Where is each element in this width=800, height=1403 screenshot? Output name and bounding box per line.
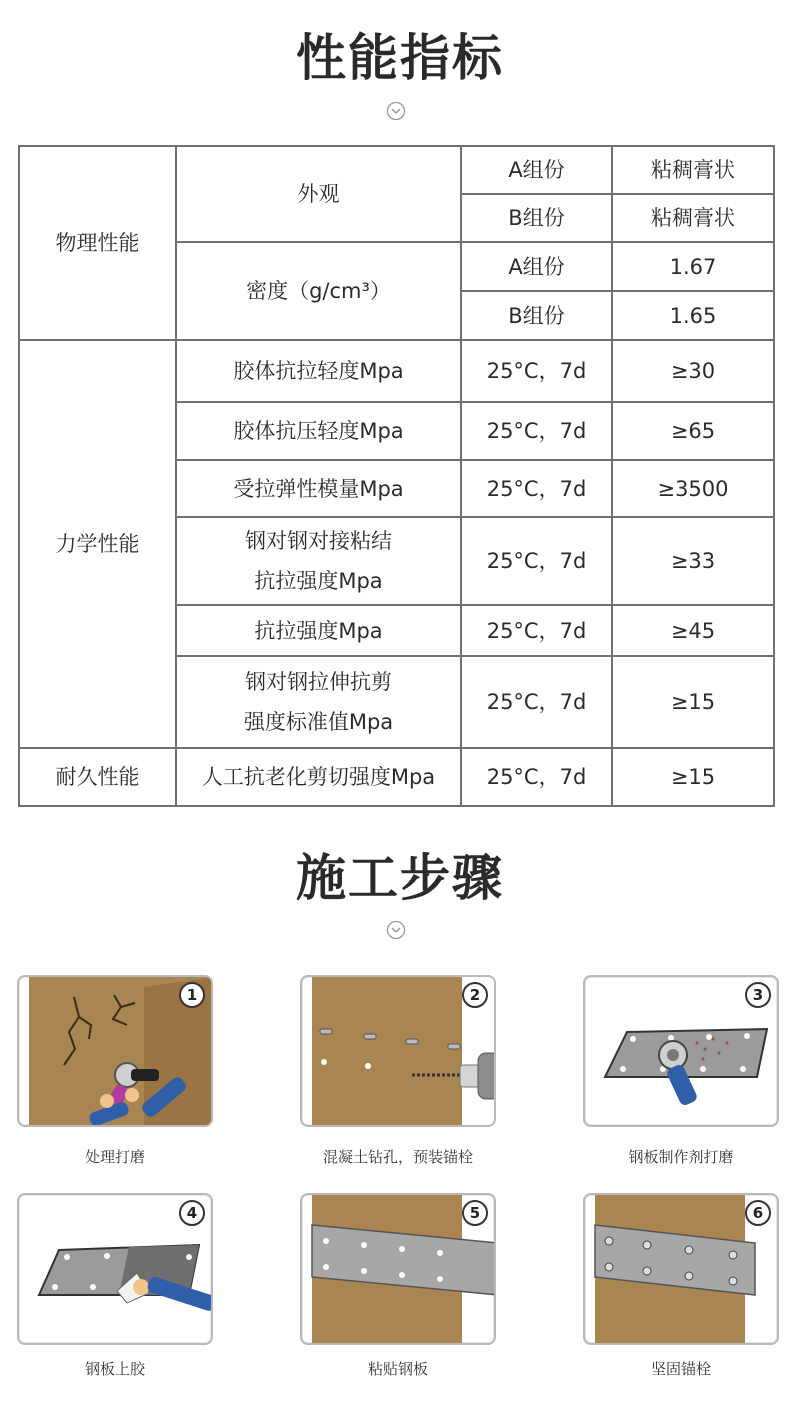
value-cell: ≥15	[612, 748, 774, 806]
step-caption: 钢板上胶	[84, 1360, 145, 1378]
performance-title: 性能指标	[296, 29, 504, 87]
step-number: 2	[462, 982, 488, 1008]
performance-table	[18, 145, 775, 807]
item-line: 抗拉强度Mpa	[254, 569, 383, 593]
value-cell: 1.67	[612, 242, 774, 291]
step-caption: 混凝土钻孔，预装锚栓	[322, 1148, 473, 1166]
item-cell: 胶体抗压轻度Mpa	[176, 402, 461, 460]
step-illustration	[17, 975, 213, 1127]
item-cell: 胶体抗拉轻度Mpa	[176, 340, 461, 402]
table-row	[19, 748, 774, 806]
value-cell: 粘稠膏状	[612, 194, 774, 242]
step-caption: 处理打磨	[84, 1148, 145, 1166]
step-caption: 粘贴钢板	[367, 1360, 428, 1378]
item-line: 钢对钢拉伸抗剪	[245, 670, 392, 694]
condition-cell: 25°C，7d	[461, 656, 612, 748]
condition-cell: 25°C，7d	[461, 605, 612, 656]
value-cell: ≥3500	[612, 460, 774, 517]
step-caption: 钢板制作剂打磨	[628, 1148, 734, 1166]
component-a: A组份	[461, 146, 612, 194]
condition-cell: 25°C，7d	[461, 402, 612, 460]
step-caption: 坚固锚栓	[650, 1360, 711, 1378]
item-density: 密度（g/cm³）	[176, 242, 461, 340]
chevron-down-icon	[386, 101, 406, 121]
condition-cell: 25°C，7d	[461, 460, 612, 517]
value-cell: ≥65	[612, 402, 774, 460]
step-illustration	[583, 1193, 779, 1345]
step-illustration	[300, 1193, 496, 1345]
item-cell: 抗拉强度Mpa	[176, 605, 461, 656]
table-row	[19, 340, 774, 402]
step-number: 3	[745, 982, 771, 1008]
value-cell: 粘稠膏状	[612, 146, 774, 194]
value-cell: ≥30	[612, 340, 774, 402]
item-cell	[176, 517, 461, 605]
component-b: B组份	[461, 291, 612, 340]
construction-steps-title: 施工步骤	[296, 849, 504, 907]
item-cell	[176, 656, 461, 748]
item-cell: 人工抗老化剪切强度Mpa	[176, 748, 461, 806]
step-illustration	[300, 975, 496, 1127]
step-illustration	[17, 1193, 213, 1345]
condition-cell: 25°C，7d	[461, 340, 612, 402]
item-line: 钢对钢对接粘结	[245, 529, 392, 553]
category-mechanical: 力学性能	[19, 340, 176, 748]
step-number: 6	[745, 1200, 771, 1226]
item-line: 强度标准值Mpa	[243, 710, 394, 734]
step-illustration	[583, 975, 779, 1127]
condition-cell: 25°C，7d	[461, 748, 612, 806]
table-row	[19, 146, 774, 194]
step-number: 5	[462, 1200, 488, 1226]
condition-cell: 25°C，7d	[461, 517, 612, 605]
component-b: B组份	[461, 194, 612, 242]
component-a: A组份	[461, 242, 612, 291]
step-number: 4	[179, 1200, 205, 1226]
category-durability: 耐久性能	[19, 748, 176, 806]
chevron-down-icon	[386, 920, 406, 940]
value-cell: ≥33	[612, 517, 774, 605]
value-cell: ≥15	[612, 656, 774, 748]
item-appearance: 外观	[176, 146, 461, 242]
category-physical: 物理性能	[19, 146, 176, 340]
step-number: 1	[179, 982, 205, 1008]
value-cell: 1.65	[612, 291, 774, 340]
item-cell: 受拉弹性模量Mpa	[176, 460, 461, 517]
value-cell: ≥45	[612, 605, 774, 656]
